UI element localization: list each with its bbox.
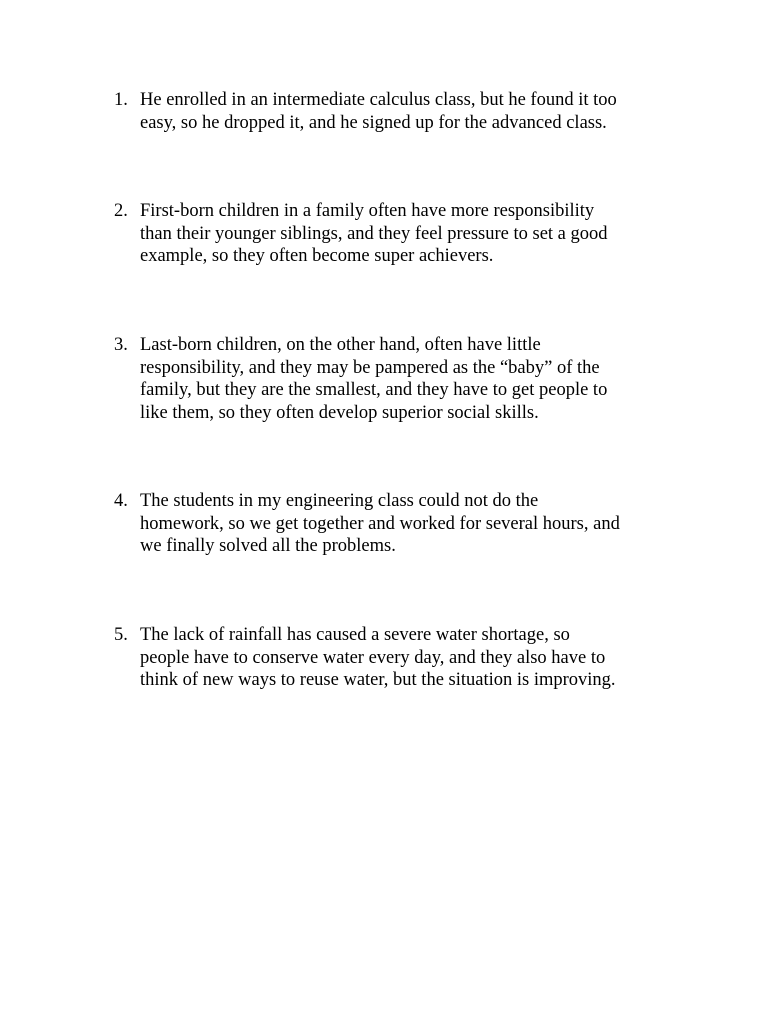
item-text (140, 200, 710, 268)
text-line: than their younger siblings, and they feel pressure to set a good (140, 223, 608, 244)
item-text (140, 89, 710, 134)
list-item-1 (114, 89, 714, 134)
text-line: like them, so they often develop superior social skills. (140, 402, 539, 423)
text-line: Last-born children, on the other hand, often have little (140, 335, 541, 355)
text-line: The students in my engineering class could not do the (140, 491, 539, 511)
text-line: people have to conserve water every day, and they also have to (140, 647, 606, 668)
item-number: 5. (114, 625, 128, 645)
text-line: easy, so he dropped it, and he signed up for the advanced class. (140, 112, 607, 133)
text-line: The lack of rainfall has caused a severe water shortage, so (140, 625, 570, 645)
text-line: He enrolled in an intermediate calculus class, but he found it too (140, 90, 617, 110)
list-item-5 (114, 624, 714, 692)
list-item-4 (114, 490, 714, 558)
item-number: 4. (114, 491, 128, 511)
item-number: 1. (114, 90, 128, 110)
item-text (140, 490, 710, 558)
text-line: responsibility, and they may be pampered as the “baby” of the (140, 357, 600, 378)
list-item-3 (114, 334, 714, 424)
item-number: 2. (114, 201, 128, 221)
text-line: family, but they are the smallest, and they have to get people to (140, 380, 608, 400)
text-line: homework, so we get together and worked for several hours, and (140, 513, 620, 534)
text-line: think of new ways to reuse water, but the situation is improving. (140, 670, 616, 690)
item-text (140, 334, 710, 424)
text-line: example, so they often become super achievers. (140, 246, 494, 266)
item-text (140, 624, 710, 692)
list-item-2 (114, 200, 714, 268)
item-number: 3. (114, 335, 128, 355)
text-line: we finally solved all the problems. (140, 536, 396, 556)
text-line: First-born children in a family often have more responsibility (140, 201, 595, 221)
